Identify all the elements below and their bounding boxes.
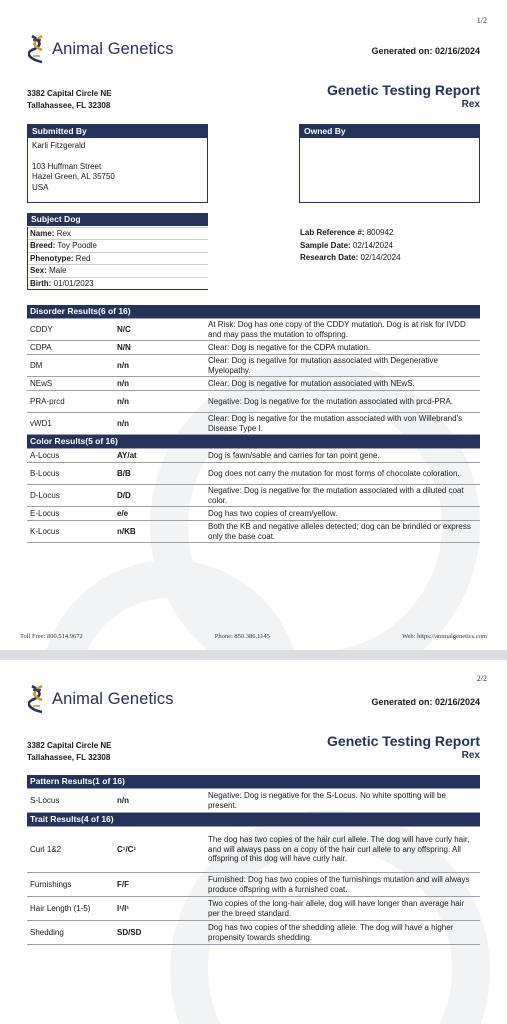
lab-address (27, 88, 111, 112)
sample-date-row (300, 240, 490, 253)
report-title: Genetic Testing Report (327, 733, 480, 749)
owned-by-box (299, 124, 480, 203)
address-line: 3382 Capital Circle NE (27, 741, 112, 750)
test-result: C¹/C¹ (117, 827, 205, 873)
submitted-by-header: Submitted By (28, 125, 207, 138)
research-date: 02/14/2024 (360, 253, 401, 262)
test-result: F/F (117, 873, 205, 897)
test-description: Furnished: Dog has two copies of the furnishings mutation and will always produce offspring with a furnished coat. (205, 873, 480, 897)
test-name: B-Locus (27, 463, 117, 485)
test-result: SD/SD (117, 921, 205, 945)
brand-name: Animal Genetics (52, 39, 174, 58)
report-page-2 (0, 660, 507, 1024)
table-row (27, 377, 480, 391)
submitter-street: 103 Huffman Street (32, 161, 102, 171)
subject-sex-row (28, 264, 208, 276)
test-description: Clear: Dog is negative for mutation associated with NEwS. (205, 377, 480, 391)
page-number: 2/2 (476, 674, 487, 683)
address-line: Tallahassee, FL 32308 (27, 101, 111, 110)
footer-phone: Phone: 850.386.1145 (214, 633, 270, 640)
test-name: Shedding (27, 921, 117, 945)
test-result: n/n (117, 391, 205, 413)
test-result: AY/at (117, 449, 205, 463)
table-row (27, 449, 480, 463)
report-title-block (327, 82, 480, 111)
owned-by-header: Owned By (300, 125, 479, 138)
lab-reference: 800942 (366, 228, 394, 237)
address-line: Tallahassee, FL 32308 (27, 753, 111, 762)
disorder-results (27, 305, 480, 319)
table-row (27, 521, 480, 543)
subject-phenotype: Red (75, 253, 91, 263)
field-label: Sample Date: (300, 240, 351, 250)
test-name: CDDY (27, 319, 117, 341)
results-table-page2 (27, 775, 480, 945)
sample-date: 02/14/2024 (352, 240, 393, 250)
test-result: n/n (117, 413, 205, 435)
test-result: n/n (117, 789, 205, 813)
table-row (27, 921, 480, 945)
pattern-results-header: Pattern Results(1 of 16) (27, 775, 480, 789)
test-description: The dog has two copies of the hair curl allele. The dog will have curly hair, and will always pass on a copy of the hair curl allele to any offspring. All offspring of this dog will have curly hair. (205, 827, 480, 873)
report-dog-name: Rex (461, 750, 480, 761)
subject-sex: Male (49, 266, 67, 276)
test-description: Dog does not carry the mutation for most forms of chocolate coloration. (205, 463, 480, 485)
test-description: Clear: Dog is negative for the CDPA mutation. (205, 341, 480, 355)
test-description: Dog has two copies of cream/yellow. (205, 507, 480, 521)
trait-results (27, 813, 480, 945)
section-header-row (27, 305, 480, 319)
field-label: Birth: (30, 278, 52, 288)
subject-dog-details (27, 227, 208, 290)
table-row (27, 827, 480, 873)
test-name: K-Locus (27, 521, 117, 543)
subject-breed-row (28, 239, 208, 251)
submitter-country: USA (32, 182, 49, 192)
generated-date: Generated on: 02/16/2024 (371, 697, 480, 707)
field-label: Sex: (30, 266, 47, 276)
test-name: CDPA (27, 341, 117, 355)
test-name: NEwS (27, 377, 117, 391)
test-description: Negative: Dog is negative for the mutation associated with prcd-PRA. (205, 391, 480, 413)
test-name: E-Locus (27, 507, 117, 521)
table-row (27, 355, 480, 377)
table-row (27, 463, 480, 485)
address-line: 3382 Capital Circle NE (27, 89, 112, 98)
table-row (27, 507, 480, 521)
brand-logo (28, 684, 174, 714)
submitter-city: Hazel Green, AL 35750 (32, 172, 115, 181)
subject-name: Rex (56, 229, 71, 238)
table-row (27, 485, 480, 507)
table-row (27, 789, 480, 813)
test-name: Curl 1&2 (27, 827, 117, 873)
brand-name: Animal Genetics (52, 689, 174, 708)
submitted-by-body (28, 138, 207, 196)
test-description: Both the KB and negative alleles detected; dog can be brindled or express only the base coat. (205, 521, 480, 543)
test-result: n/KB (117, 521, 205, 543)
test-name: Furnishings (27, 873, 117, 897)
test-name: vWD1 (27, 413, 117, 435)
test-name: Hair Length (1-5) (27, 897, 117, 921)
generated-date: Generated on: 02/16/2024 (371, 46, 480, 56)
table-row (27, 873, 480, 897)
test-name: S-Locus (27, 789, 117, 813)
test-description: Clear: Dog is negative for mutation associated with Degenerative Myelopathy. (205, 355, 480, 377)
subject-phenotype-row (28, 252, 208, 264)
test-name: D-Locus (27, 485, 117, 507)
pattern-results (27, 775, 480, 813)
test-description: Negative: Dog is negative for the S-Locus. No white spotting will be present. (205, 789, 480, 813)
test-result: N/C (117, 319, 205, 341)
field-label: Research Date: (300, 253, 359, 262)
research-date-row (300, 252, 490, 265)
test-name: A-Locus (27, 449, 117, 463)
lab-address (27, 740, 111, 764)
test-description: Clear: Dog is negative for the mutation associated with von Willebrand's Disease Type I. (205, 413, 480, 435)
subject-dog-header: Subject Dog (27, 213, 208, 226)
dna-helix-icon (28, 684, 46, 714)
test-name: DM (27, 355, 117, 377)
spacer (32, 152, 203, 162)
field-label: Breed: (30, 241, 56, 251)
test-result: l¹/l¹ (117, 897, 205, 921)
submitter-name: Karli Fitzgerald (32, 141, 86, 150)
report-title-block (327, 733, 480, 762)
color-results-header: Color Results(5 of 16) (27, 435, 480, 449)
disorder-results-header: Disorder Results(6 of 16) (27, 305, 480, 319)
field-label: Phenotype: (30, 253, 74, 263)
dna-helix-icon (28, 34, 46, 64)
field-label: Name: (30, 229, 55, 238)
lab-info (300, 227, 490, 265)
section-header-row (27, 813, 480, 827)
subject-breed: Toy Poodle (57, 241, 98, 251)
report-dog-name: Rex (461, 99, 480, 110)
table-row (27, 897, 480, 921)
table-row (27, 319, 480, 341)
disorder-rows (27, 319, 480, 435)
test-result: D/D (117, 485, 205, 507)
lab-reference-row (300, 227, 490, 240)
test-description: At Risk: Dog has one copy of the CDDY mutation. Dog is at risk for IVDD and may pass the mutation to offspring. (205, 319, 480, 341)
footer-web: Web: https://animalgenetics.com (401, 633, 487, 640)
section-header-row (27, 435, 480, 449)
table-row (27, 413, 480, 435)
table-row (27, 391, 480, 413)
test-description: Negative: Dog is negative for the mutation associated with a diluted coat color. (205, 485, 480, 507)
table-row (27, 341, 480, 355)
test-result: n/n (117, 377, 205, 391)
page-number: 1/2 (476, 16, 487, 25)
results-table-page1 (27, 305, 480, 543)
color-results (27, 435, 480, 543)
test-description: Two copies of the long-hair allele, dog will have longer than average hair per the breed standard. (205, 897, 480, 921)
section-header-row (27, 775, 480, 789)
test-result: N/N (117, 341, 205, 355)
submitted-by-box (27, 124, 208, 203)
test-result: B/B (117, 463, 205, 485)
test-result: e/e (117, 507, 205, 521)
test-name: PRA-prcd (27, 391, 117, 413)
subject-birth-row (28, 277, 208, 289)
subject-birth: 01/01/2023 (53, 278, 94, 288)
subject-name-row (28, 227, 208, 239)
test-description: Dog has two copies of the shedding allele. The dog will have a higher propensity towards shedding. (205, 921, 480, 945)
field-label: Lab Reference #: (300, 228, 365, 237)
test-description: Dog is fawn/sable and carries for tan point gene. (205, 449, 480, 463)
brand-logo (28, 34, 174, 64)
page-footer (20, 633, 487, 640)
footer-toll-free: Toll Free: 800.514.9672 (20, 633, 83, 640)
trait-results-header: Trait Results(4 of 16) (27, 813, 480, 827)
test-result: n/n (117, 355, 205, 377)
report-title: Genetic Testing Report (327, 82, 480, 98)
